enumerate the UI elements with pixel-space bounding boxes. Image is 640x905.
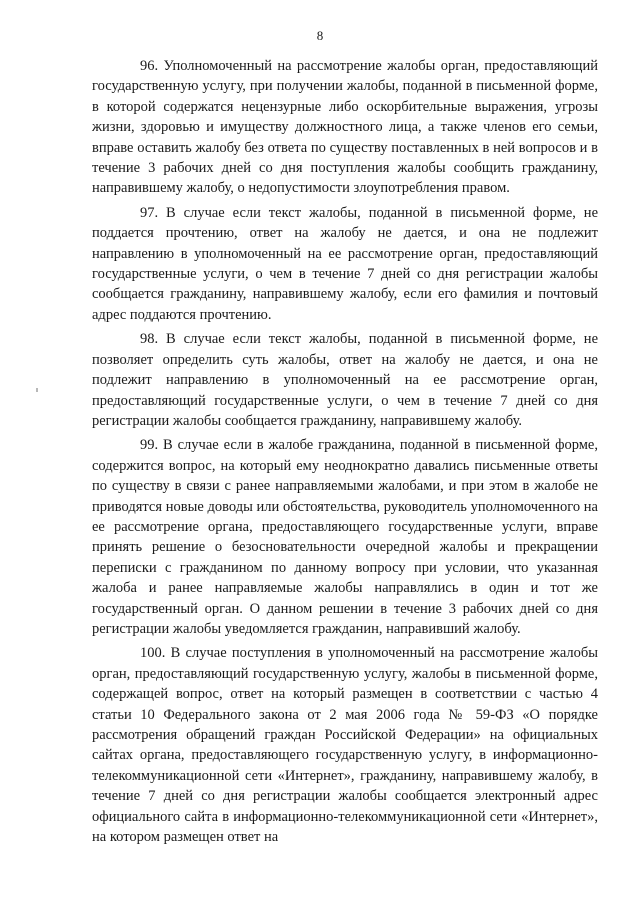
paragraph-99: 99. В случае если в жалобе гражданина, поданной в письменной форме, содержится вопрос, на который ему неоднократно давались письменные ответы по существу в связи с ранее направляемыми жалобами, и при этом в жалобе не приводятся новые доводы или обстоятельства, руководитель уполномоченного на ее рассмотрение органа, предоставляющего государственные услуги, вправе принять решение о безосновательности очередной жалобы и прекращении переписки с гражданином по данному вопросу при условии, что указанная жалоба и ранее направляемые жалобы направлялись в один и тот же государственный орган. О данном решении в течение 3 рабочих дней со дня регистрации жалобы уведомляется гражданин, направивший жалобу. (92, 437, 598, 637)
page-number: 8 (316, 28, 324, 43)
document-body (92, 56, 598, 847)
paragraph-96: 96. Уполномоченный на рассмотрение жалобы орган, предоставляющий государственную услугу, при получении жалобы, поданной в письменной форме, в которой содержатся нецензурные либо оскорбительные выражения, угрозы жизни, здоровью и имуществу должностного лица, а также членов его семьи, вправе оставить жалобу без ответа по существу поставленных в ней вопросов и в течение 3 рабочих дней со дня поступления жалобы сообщить гражданину, направившему жалобу, о недопустимости злоупотребления правом. (92, 58, 598, 197)
scan-mark (36, 388, 38, 392)
paragraph-98: 98. В случае если текст жалобы, поданной в письменной форме, не позволяет определить суть жалобы, ответ на жалобу не дается, и она не подлежит направлению в уполномоченный на ее рассмотрение орган, предоставляющий государственные услуги, о чем в течение 7 дней со дня регистрации жалобы сообщается гражданину, направившему жалобу. (92, 331, 598, 429)
paragraph-100: 100. В случае поступления в уполномоченный на рассмотрение жалобы орган, предоставляющий государственную услугу, жалобы в письменной форме, содержащей вопрос, ответ на который размещен в соответствии с частью 4 статьи 10 Федерального закона от 2 мая 2006 года № 59-ФЗ «О порядке рассмотрения обращений граждан Российской Федерации» на официальных сайтах органа, предоставляющего государственную услугу, в информационно-телекоммуникационной сети «Интернет», гражданину, направившему жалобу, в течение 7 дней со дня регистрации жалобы сообщается электронный адрес официального сайта в информационно-телекоммуникационной сети «Интернет», на котором размещен ответ на (92, 645, 598, 846)
paragraph-97: 97. В случае если текст жалобы, поданной в письменной форме, не поддается прочтению, ответ на жалобу не дается, и она не подлежит направлению в уполномоченный на ее рассмотрение орган, предоставляющий государственные услуги, о чем в течение 7 дней со дня регистрации жалобы сообщается гражданину, направившему жалобу, если его фамилия и почтовый адрес поддаются прочтению. (92, 204, 598, 323)
